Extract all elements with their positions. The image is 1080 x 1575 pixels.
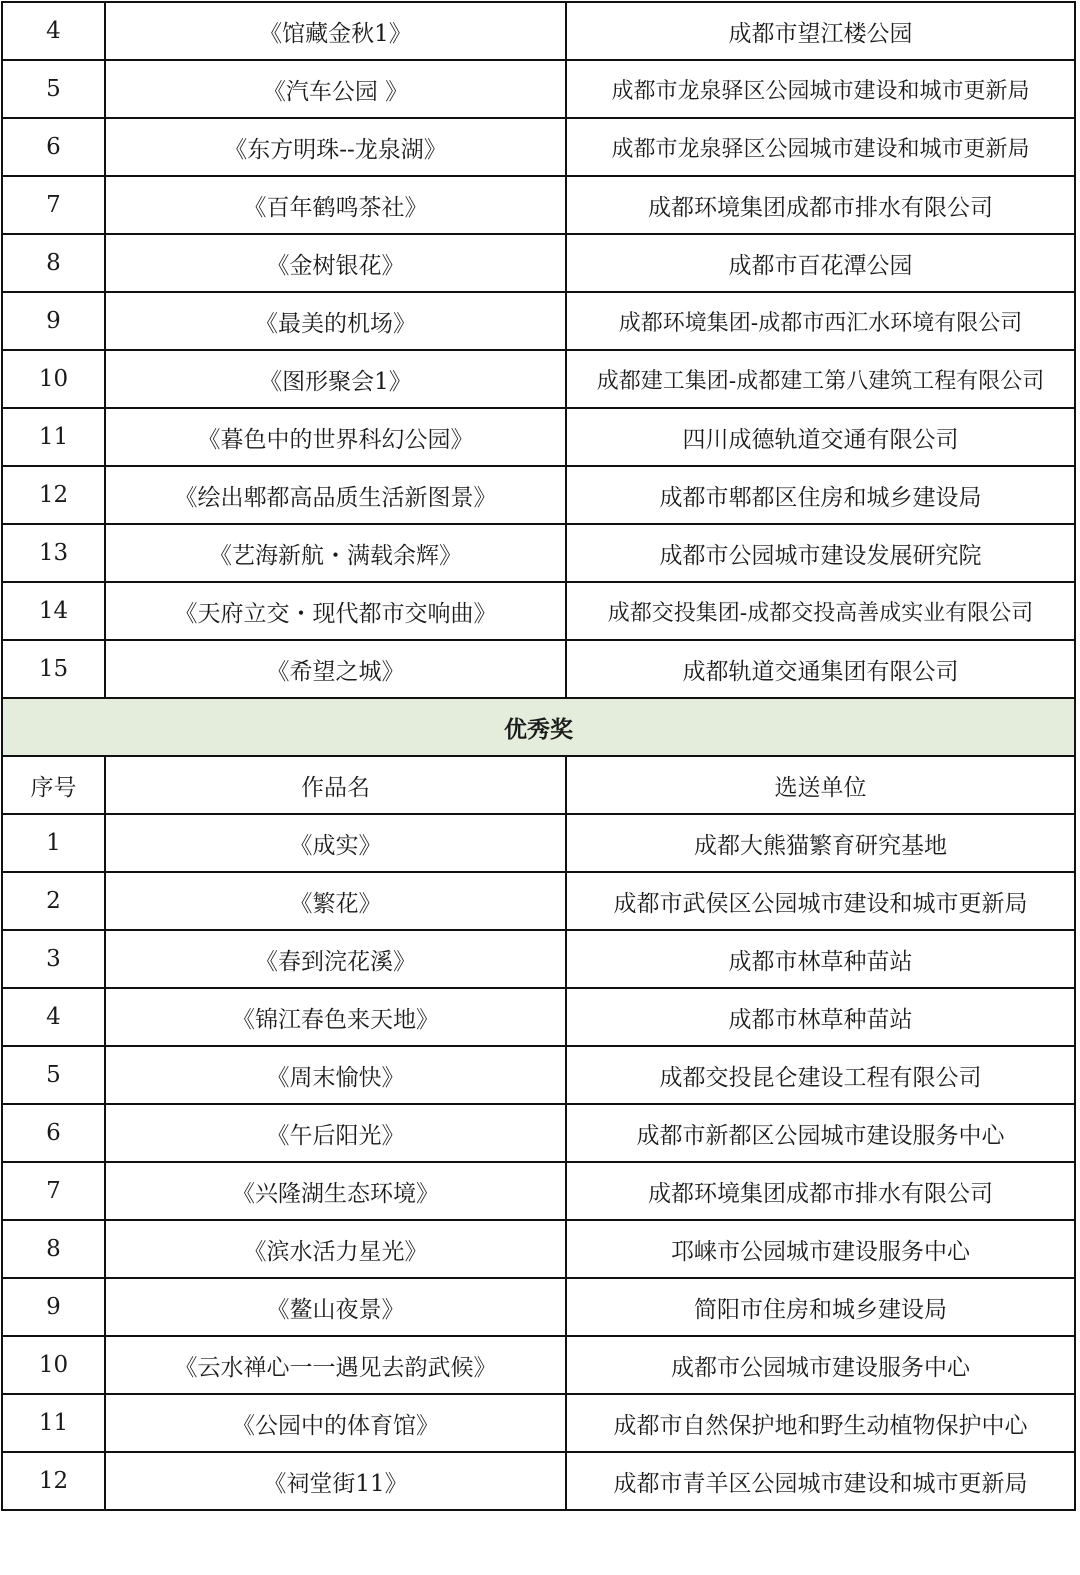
work-title-cell: 《艺海新航・满载余辉》 xyxy=(105,524,566,582)
work-title-cell: 《公园中的体育馆》 xyxy=(105,1394,566,1452)
work-title-cell: 《暮色中的世界科幻公园》 xyxy=(105,408,566,466)
work-title-cell: 《图形聚会1》 xyxy=(105,350,566,408)
work-title-cell: 《鳌山夜景》 xyxy=(105,1278,566,1336)
work-title-cell: 《云水禅心一一遇见去韵武候》 xyxy=(105,1336,566,1394)
column-header-row xyxy=(2,756,1075,814)
section-title: 优秀奖 xyxy=(2,698,1075,756)
work-title-cell: 《百年鹤鸣茶社》 xyxy=(105,176,566,234)
table-row xyxy=(2,988,1075,1046)
table-row xyxy=(2,872,1075,930)
table-row xyxy=(2,118,1075,176)
section-header-row xyxy=(2,698,1075,756)
award-list-table xyxy=(1,1,1076,1511)
work-title-cell: 《春到浣花溪》 xyxy=(105,930,566,988)
unit-cell: 成都市望江楼公园 xyxy=(566,2,1075,60)
table-row xyxy=(2,466,1075,524)
table-row xyxy=(2,176,1075,234)
work-title-cell: 《周末愉快》 xyxy=(105,1046,566,1104)
work-title-cell: 《繁花》 xyxy=(105,872,566,930)
index-cell: 4 xyxy=(2,988,105,1046)
index-cell: 3 xyxy=(2,930,105,988)
work-title-cell: 《东方明珠--龙泉湖》 xyxy=(105,118,566,176)
index-cell: 14 xyxy=(2,582,105,640)
table-row xyxy=(2,2,1075,60)
unit-cell: 成都市新都区公园城市建设服务中心 xyxy=(566,1104,1075,1162)
unit-cell: 成都环境集团成都市排水有限公司 xyxy=(566,176,1075,234)
index-cell: 9 xyxy=(2,292,105,350)
table-row xyxy=(2,524,1075,582)
work-title-cell: 《汽车公园 》 xyxy=(105,60,566,118)
table-row xyxy=(2,1336,1075,1394)
excellence-section xyxy=(2,698,1075,814)
table-row xyxy=(2,408,1075,466)
unit-cell: 成都建工集团-成都建工第八建筑工程有限公司 xyxy=(566,350,1075,408)
section2-table-body xyxy=(2,814,1075,1510)
table-row xyxy=(2,640,1075,698)
unit-cell: 成都市青羊区公园城市建设和城市更新局 xyxy=(566,1452,1075,1510)
unit-cell: 成都市郫都区住房和城乡建设局 xyxy=(566,466,1075,524)
work-title-cell: 《希望之城》 xyxy=(105,640,566,698)
index-cell: 5 xyxy=(2,60,105,118)
index-cell: 4 xyxy=(2,2,105,60)
table-row xyxy=(2,234,1075,292)
index-cell: 6 xyxy=(2,1104,105,1162)
unit-cell: 简阳市住房和城乡建设局 xyxy=(566,1278,1075,1336)
group1-table-body xyxy=(2,2,1075,698)
header-work: 作品名 xyxy=(105,756,566,814)
table-row xyxy=(2,1104,1075,1162)
table-row xyxy=(2,1278,1075,1336)
header-unit: 选送单位 xyxy=(566,756,1075,814)
table-row xyxy=(2,814,1075,872)
table-row xyxy=(2,582,1075,640)
work-title-cell: 《成实》 xyxy=(105,814,566,872)
table-row xyxy=(2,1046,1075,1104)
header-index: 序号 xyxy=(2,756,105,814)
work-title-cell: 《最美的机场》 xyxy=(105,292,566,350)
table-row xyxy=(2,292,1075,350)
table-row xyxy=(2,60,1075,118)
unit-cell: 成都市百花潭公园 xyxy=(566,234,1075,292)
index-cell: 6 xyxy=(2,118,105,176)
unit-cell: 成都市龙泉驿区公园城市建设和城市更新局 xyxy=(566,118,1075,176)
index-cell: 8 xyxy=(2,1220,105,1278)
unit-cell: 成都环境集团-成都市西汇水环境有限公司 xyxy=(566,292,1075,350)
table-row xyxy=(2,1220,1075,1278)
work-title-cell: 《兴隆湖生态环境》 xyxy=(105,1162,566,1220)
unit-cell: 成都轨道交通集团有限公司 xyxy=(566,640,1075,698)
index-cell: 12 xyxy=(2,466,105,524)
unit-cell: 成都交投集团-成都交投高善成实业有限公司 xyxy=(566,582,1075,640)
unit-cell: 成都市林草种苗站 xyxy=(566,930,1075,988)
work-title-cell: 《滨水活力星光》 xyxy=(105,1220,566,1278)
work-title-cell: 《锦江春色来天地》 xyxy=(105,988,566,1046)
unit-cell: 成都环境集团成都市排水有限公司 xyxy=(566,1162,1075,1220)
table-row xyxy=(2,1162,1075,1220)
unit-cell: 成都交投昆仑建设工程有限公司 xyxy=(566,1046,1075,1104)
unit-cell: 成都大熊猫繁育研究基地 xyxy=(566,814,1075,872)
table-row xyxy=(2,1394,1075,1452)
index-cell: 15 xyxy=(2,640,105,698)
index-cell: 5 xyxy=(2,1046,105,1104)
index-cell: 8 xyxy=(2,234,105,292)
index-cell: 7 xyxy=(2,176,105,234)
work-title-cell: 《祠堂街11》 xyxy=(105,1452,566,1510)
unit-cell: 成都市自然保护地和野生动植物保护中心 xyxy=(566,1394,1075,1452)
index-cell: 11 xyxy=(2,408,105,466)
unit-cell: 四川成德轨道交通有限公司 xyxy=(566,408,1075,466)
index-cell: 7 xyxy=(2,1162,105,1220)
index-cell: 2 xyxy=(2,872,105,930)
index-cell: 13 xyxy=(2,524,105,582)
index-cell: 10 xyxy=(2,1336,105,1394)
index-cell: 9 xyxy=(2,1278,105,1336)
unit-cell: 成都市公园城市建设发展研究院 xyxy=(566,524,1075,582)
unit-cell: 成都市武侯区公园城市建设和城市更新局 xyxy=(566,872,1075,930)
work-title-cell: 《馆藏金秋1》 xyxy=(105,2,566,60)
index-cell: 11 xyxy=(2,1394,105,1452)
table-row xyxy=(2,350,1075,408)
index-cell: 10 xyxy=(2,350,105,408)
work-title-cell: 《金树银花》 xyxy=(105,234,566,292)
unit-cell: 成都市公园城市建设服务中心 xyxy=(566,1336,1075,1394)
index-cell: 1 xyxy=(2,814,105,872)
unit-cell: 成都市林草种苗站 xyxy=(566,988,1075,1046)
work-title-cell: 《午后阳光》 xyxy=(105,1104,566,1162)
work-title-cell: 《绘出郫都高品质生活新图景》 xyxy=(105,466,566,524)
work-title-cell: 《天府立交・现代都市交响曲》 xyxy=(105,582,566,640)
index-cell: 12 xyxy=(2,1452,105,1510)
table-row xyxy=(2,930,1075,988)
unit-cell: 成都市龙泉驿区公园城市建设和城市更新局 xyxy=(566,60,1075,118)
unit-cell: 邛崃市公园城市建设服务中心 xyxy=(566,1220,1075,1278)
table-row xyxy=(2,1452,1075,1510)
